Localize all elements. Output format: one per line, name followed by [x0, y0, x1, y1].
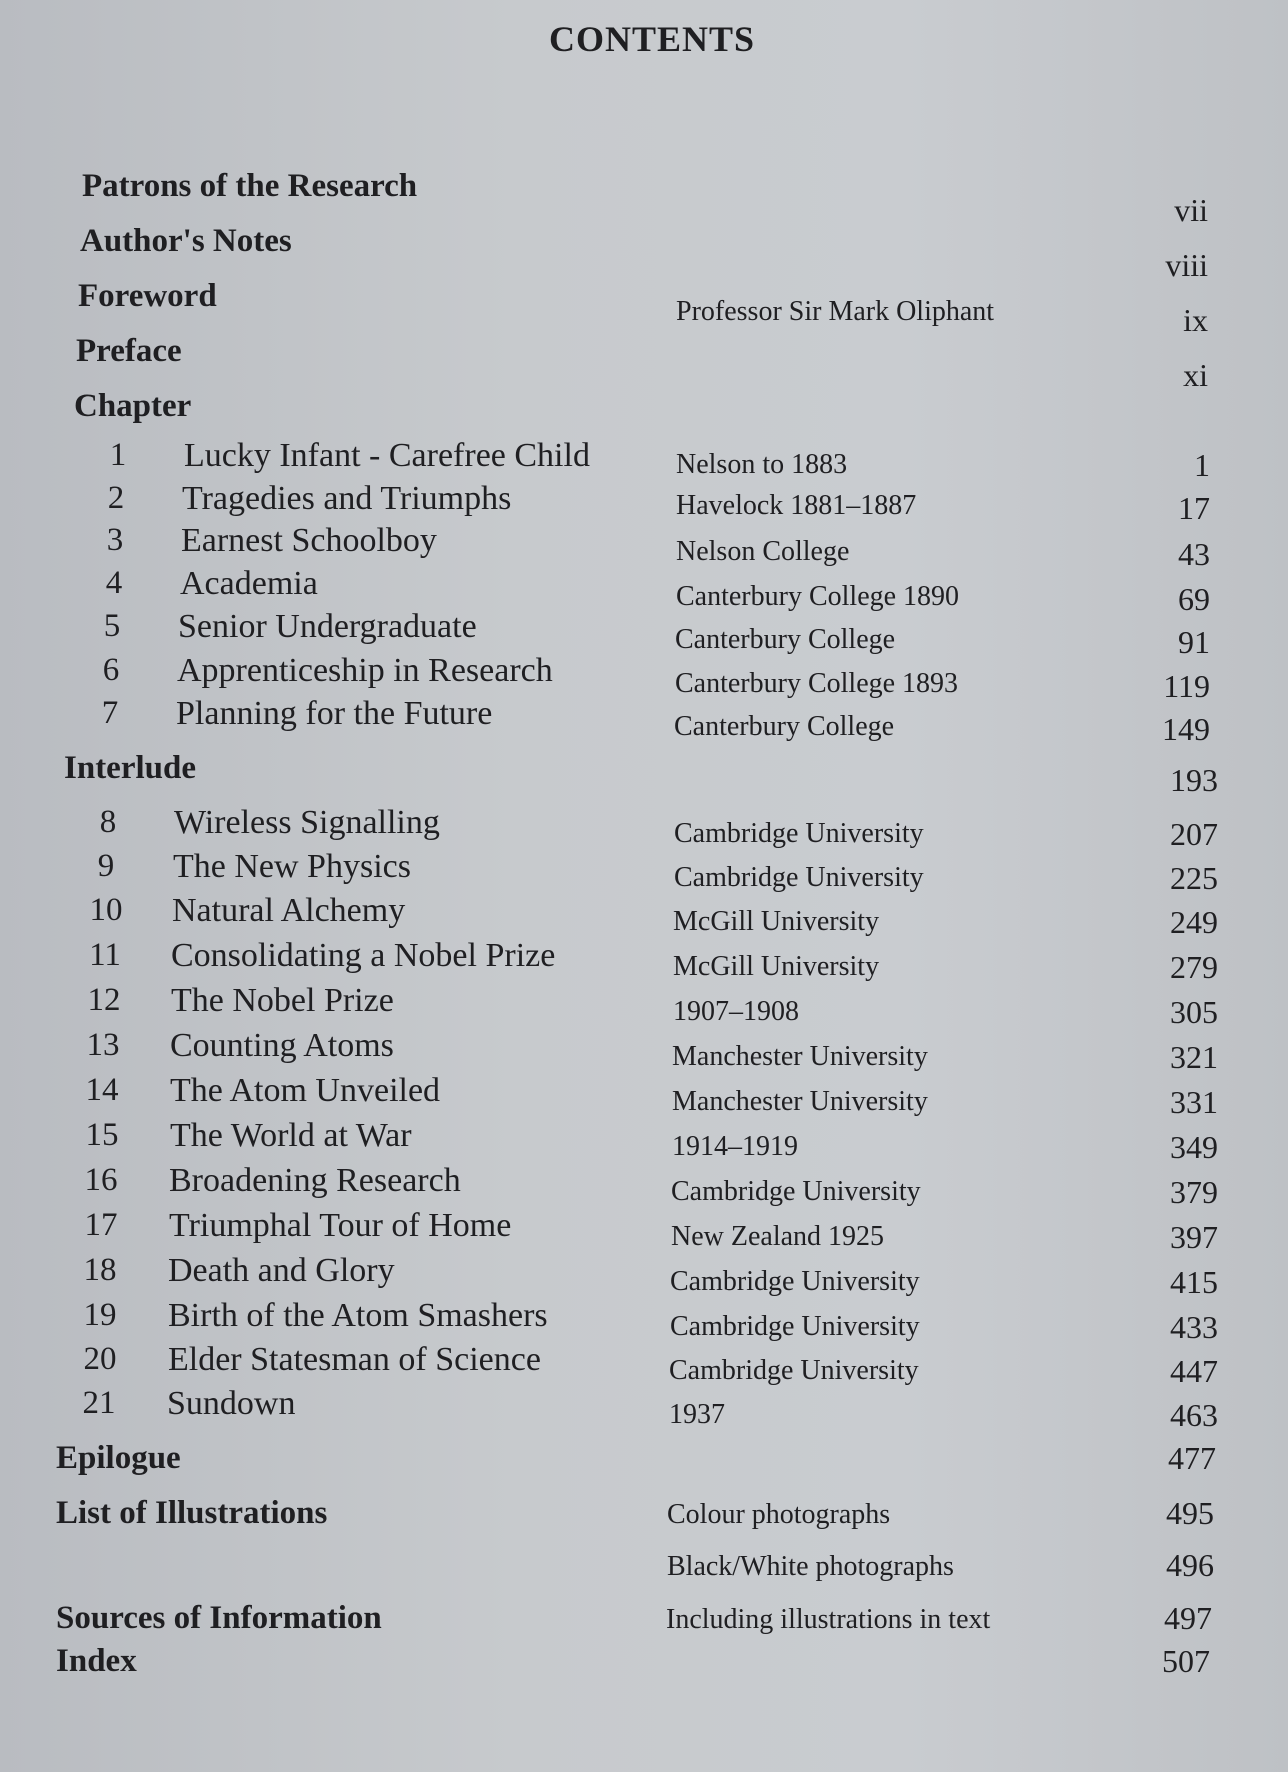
chapter-page: 279 [1170, 949, 1218, 985]
toc-entry-illustrations [0, 1495, 1288, 1541]
toc-chapter-row [0, 695, 1288, 747]
chapter-number: 11 [89, 937, 121, 973]
toc-chapter-row [0, 1341, 1288, 1387]
entry-label: Index [56, 1643, 137, 1679]
entry-page: ix [1183, 302, 1208, 338]
chapter-title: Death and Glory [168, 1252, 395, 1289]
chapter-note: New Zealand 1925 [671, 1221, 885, 1252]
entry-page: 193 [1170, 762, 1218, 798]
chapter-note: Cambridge University [671, 1176, 921, 1207]
chapter-page: 1 [1194, 447, 1210, 483]
toc-entry-sources [0, 1600, 1288, 1646]
chapter-page: 463 [1170, 1397, 1218, 1433]
toc-chapter-row [0, 522, 1288, 572]
chapter-note: Havelock 1881–1887 [676, 490, 917, 521]
chapter-page: 43 [1178, 536, 1210, 572]
entry-label: Foreword [78, 278, 217, 314]
entry-label: Author's Notes [80, 223, 292, 259]
entry-page: xi [1183, 357, 1208, 393]
toc-chapter-row [0, 608, 1288, 660]
chapter-number: 20 [83, 1341, 117, 1377]
chapter-note: Manchester University [672, 1086, 928, 1117]
chapter-title: The World at War [170, 1117, 412, 1154]
entry-note: Professor Sir Mark Oliphant [676, 296, 995, 327]
chapter-note: Cambridge University [674, 818, 924, 849]
toc-entry-illustrations-bw [0, 1547, 1288, 1593]
chapter-note: 1937 [669, 1399, 725, 1430]
chapter-number: 15 [85, 1117, 119, 1153]
chapter-title: The Nobel Prize [171, 982, 394, 1019]
toc-entry-patrons [0, 168, 1288, 228]
chapter-number: 8 [99, 804, 117, 840]
chapter-page: 249 [1170, 904, 1218, 940]
chapter-title: Earnest Schoolboy [181, 522, 437, 559]
chapter-page: 415 [1170, 1264, 1218, 1300]
chapter-title: Tragedies and Triumphs [182, 480, 512, 517]
chapter-title: Apprenticeship in Research [177, 652, 553, 689]
chapter-title: Senior Undergraduate [178, 608, 477, 645]
chapter-note: 1914–1919 [672, 1131, 798, 1162]
chapter-note: Cambridge University [674, 862, 924, 893]
chapter-note: Nelson College [676, 536, 850, 567]
toc-chapter-row [0, 937, 1288, 983]
chapter-note: Canterbury College 1893 [675, 668, 959, 699]
toc-entry-foreword [0, 278, 1288, 338]
chapter-number: 1 [109, 437, 127, 473]
chapter-note: 1907–1908 [673, 996, 799, 1027]
chapter-number: 10 [89, 892, 123, 928]
entry-note: Colour photographs [667, 1499, 891, 1530]
chapter-note: McGill University [673, 906, 880, 937]
chapter-note: Manchester University [672, 1041, 928, 1072]
entry-page: 507 [1162, 1643, 1210, 1679]
chapter-page: 225 [1170, 860, 1218, 896]
entry-page: vii [1174, 192, 1208, 228]
toc-entry-preface [0, 333, 1288, 393]
entry-label: Epilogue [56, 1440, 181, 1476]
chapter-title: Birth of the Atom Smashers [168, 1297, 548, 1334]
chapter-note: McGill University [673, 951, 880, 982]
toc-chapter-row [0, 1207, 1288, 1253]
chapter-note: Cambridge University [670, 1266, 920, 1297]
entry-page: 497 [1164, 1600, 1212, 1636]
chapter-page: 91 [1178, 624, 1210, 660]
chapter-number: 3 [106, 522, 124, 558]
chapter-number: 18 [83, 1252, 117, 1288]
chapter-title: Academia [180, 565, 318, 602]
chapter-page: 17 [1178, 490, 1210, 526]
toc-chapter-row [0, 1297, 1288, 1343]
entry-label: Sources of Information [56, 1600, 382, 1636]
chapter-page: 69 [1178, 581, 1210, 617]
toc-chapter-row [0, 892, 1288, 938]
toc-entry-index [0, 1643, 1288, 1689]
chapter-number: 6 [102, 652, 120, 688]
entry-note: Black/White photographs [667, 1551, 954, 1582]
chapter-title: The Atom Unveiled [170, 1072, 441, 1109]
toc-chapter-row [0, 982, 1288, 1028]
toc-chapter-row [0, 848, 1288, 894]
toc-chapter-row [0, 1252, 1288, 1298]
entry-label: Preface [76, 333, 182, 369]
chapter-page: 305 [1170, 994, 1218, 1030]
entry-page: 477 [1168, 1440, 1216, 1476]
toc-entry-interlude [0, 750, 1288, 796]
toc-chapter-row [0, 1117, 1288, 1163]
chapter-title: Planning for the Future [176, 695, 493, 732]
toc-chapter-row [0, 652, 1288, 704]
toc-chapter-row [0, 437, 1288, 483]
chapter-note: Nelson to 1883 [676, 449, 848, 480]
chapter-note: Canterbury College 1890 [676, 581, 960, 612]
chapter-title: Lucky Infant - Carefree Child [184, 437, 590, 474]
toc-chapter-row [0, 1385, 1288, 1431]
toc-chapter-row [0, 480, 1288, 526]
chapter-number: 16 [84, 1162, 118, 1198]
toc-chapter-row [0, 804, 1288, 850]
chapter-title: Elder Statesman of Science [168, 1341, 541, 1378]
entry-page: viii [1165, 247, 1208, 283]
toc-chapter-row [0, 1027, 1288, 1073]
chapter-title: Consolidating a Nobel Prize [171, 937, 556, 974]
chapter-number: 21 [82, 1385, 116, 1421]
chapter-note: Cambridge University [670, 1311, 920, 1342]
chapter-title: The New Physics [173, 848, 411, 885]
chapter-number: 2 [107, 480, 125, 516]
chapter-note: Canterbury College [675, 624, 896, 655]
chapter-title: Wireless Signalling [174, 804, 440, 841]
chapter-number: 13 [86, 1027, 120, 1063]
chapter-note: Canterbury College [674, 711, 895, 742]
chapter-number: 19 [83, 1297, 117, 1333]
chapter-title: Broadening Research [169, 1162, 461, 1199]
chapter-page: 331 [1170, 1084, 1218, 1120]
toc-entry-authors-notes [0, 223, 1288, 283]
chapter-page: 119 [1163, 668, 1210, 704]
chapter-page: 433 [1170, 1309, 1218, 1345]
entry-page: 495 [1166, 1495, 1214, 1531]
chapter-heading: Chapter [74, 388, 192, 424]
chapter-page: 207 [1170, 816, 1218, 852]
chapter-title: Counting Atoms [170, 1027, 394, 1064]
chapter-page: 397 [1170, 1219, 1218, 1255]
chapter-number: 4 [105, 565, 123, 601]
entry-page: 496 [1166, 1547, 1214, 1583]
chapter-page: 321 [1170, 1039, 1218, 1075]
page-title: CONTENTS [548, 19, 756, 59]
entry-label: Patrons of the Research [82, 168, 418, 204]
chapter-number: 17 [84, 1207, 118, 1243]
toc-chapter-row [0, 1162, 1288, 1208]
chapter-page: 349 [1170, 1129, 1218, 1165]
entry-label: List of Illustrations [56, 1495, 328, 1531]
toc-entry-epilogue [0, 1440, 1288, 1486]
chapter-title: Triumphal Tour of Home [169, 1207, 512, 1244]
chapter-number: 7 [101, 695, 119, 731]
chapter-page: 447 [1170, 1353, 1218, 1389]
chapter-page: 149 [1162, 711, 1210, 747]
entry-label: Interlude [64, 750, 196, 786]
chapter-note: Cambridge University [669, 1355, 919, 1386]
chapter-page: 379 [1170, 1174, 1218, 1210]
entry-note: Including illustrations in text [666, 1604, 991, 1635]
chapter-number: 12 [87, 982, 121, 1018]
chapter-title: Sundown [167, 1385, 296, 1422]
chapter-number: 9 [97, 848, 115, 884]
toc-chapter-row [0, 565, 1288, 617]
chapter-number: 5 [103, 608, 121, 644]
toc-chapter-row [0, 1072, 1288, 1118]
chapter-number: 14 [85, 1072, 119, 1108]
chapter-title: Natural Alchemy [172, 892, 406, 929]
